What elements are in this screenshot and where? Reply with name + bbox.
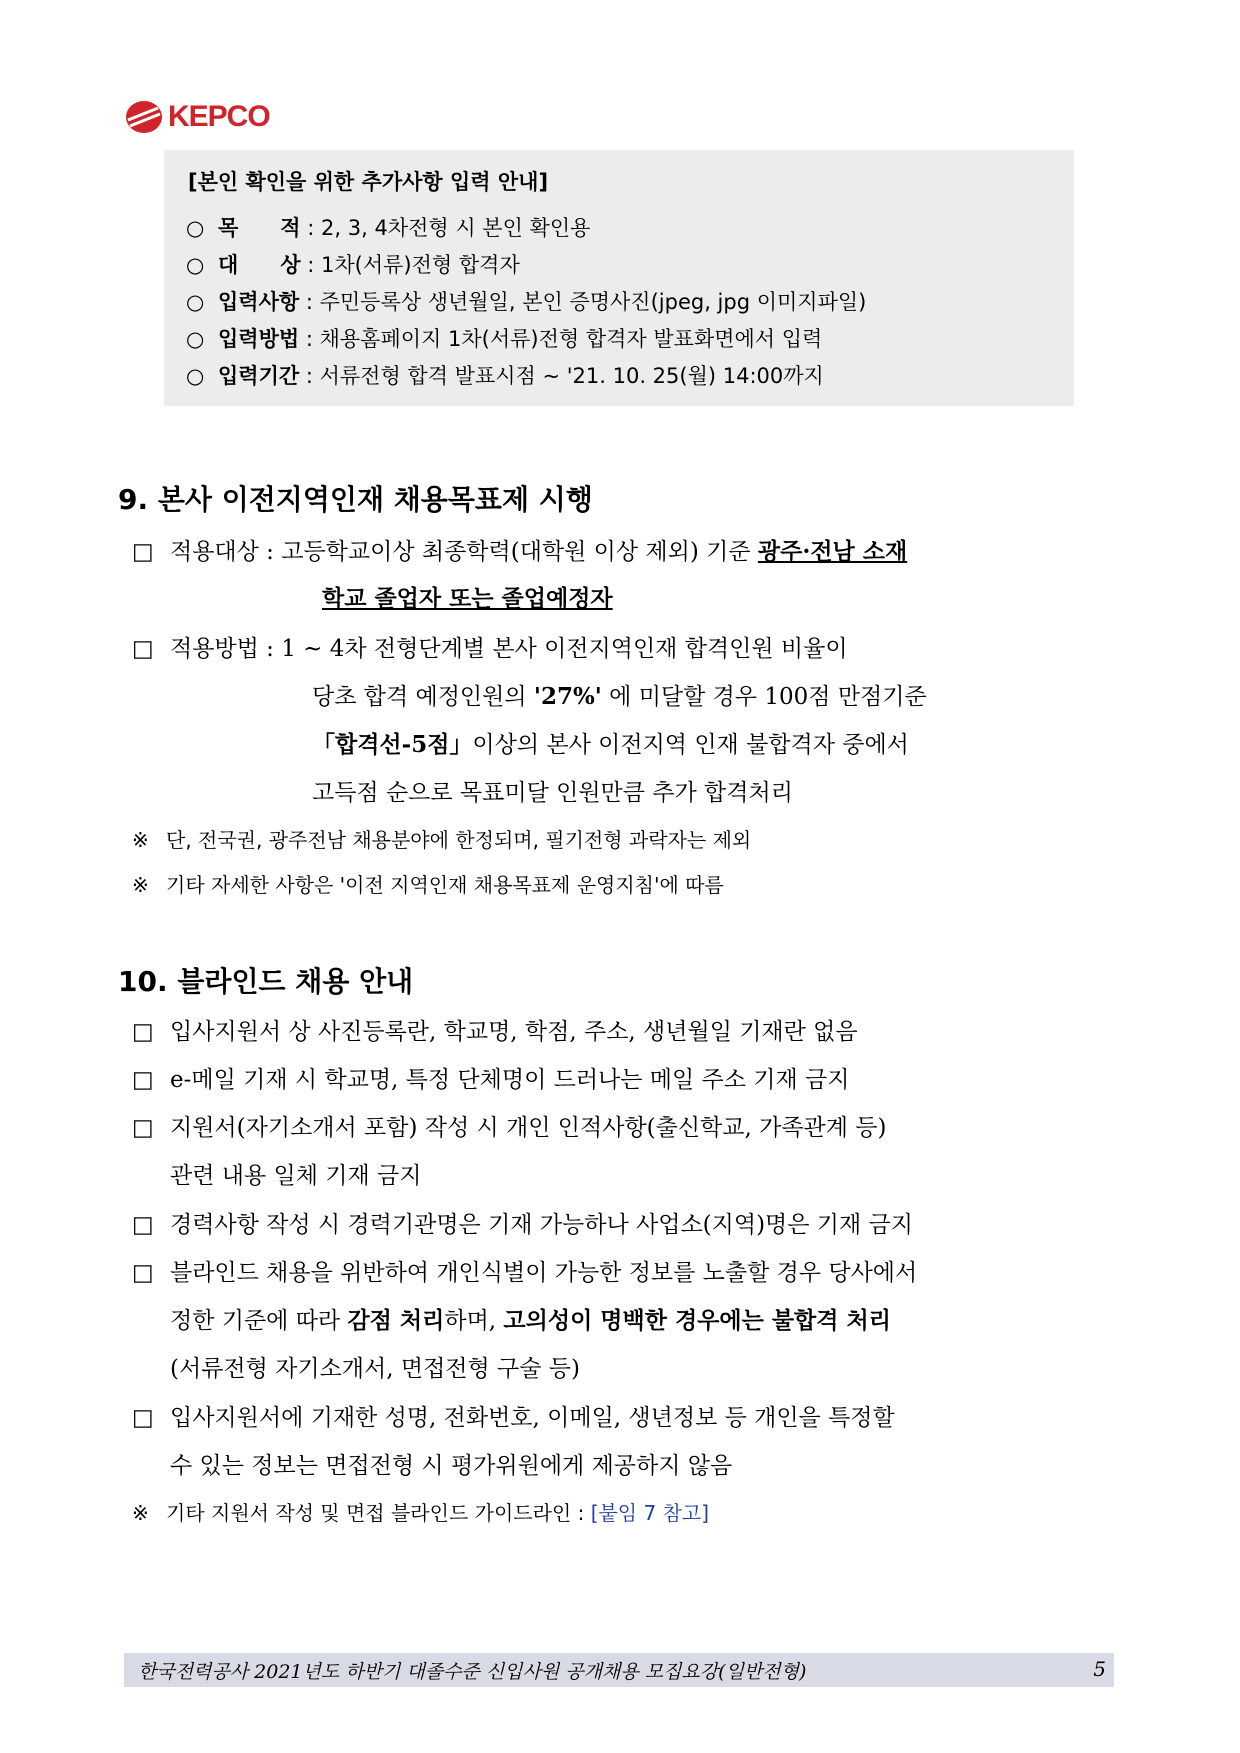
info-value: 주민등록상 생년월일, 본인 증명사진(jpeg, jpg 이미지파일) [319, 290, 867, 314]
method-text: 당초 합격 예정인원의 [312, 684, 534, 710]
checkbox-bullet: □ [132, 1260, 154, 1286]
section-10-item-1 [132, 1013, 858, 1046]
section-10-heading: 10. 블라인드 채용 안내 [118, 965, 414, 998]
info-row [186, 323, 822, 353]
checkbox-bullet: □ [132, 1019, 154, 1045]
note-mark: ※ [132, 873, 149, 897]
note-mark: ※ [132, 1501, 149, 1525]
info-sep: : [300, 253, 322, 277]
kepco-emblem-icon [124, 100, 164, 134]
method-label: 적용방법 : 1 ~ 4차 전형단계별 본사 이전지역인재 합격인원 비율이 [170, 636, 848, 662]
target-label: 적용대상 : 고등학교이상 최종학력(대학원 이상 제외) 기준 [170, 539, 758, 565]
appendix-reference: [붙임 7 참고] [590, 1501, 710, 1525]
checkbox-bullet: □ [132, 636, 154, 662]
section-9-target [132, 533, 907, 566]
section-9-note-1 [132, 824, 751, 853]
section-9-method-line3 [312, 726, 909, 759]
info-row [186, 249, 520, 279]
checkbox-bullet: □ [132, 1405, 154, 1431]
method-text: 에 미달할 경우 100점 만점기준 [601, 684, 927, 710]
section-10-item-3 [132, 1109, 887, 1142]
section-9-heading: 9. 본사 이전지역인재 채용목표제 시행 [118, 483, 593, 516]
info-value: 1차(서류)전형 합격자 [321, 253, 520, 277]
info-sep: : [299, 290, 320, 314]
checkbox-bullet: □ [132, 539, 154, 565]
item-text: 하며, [444, 1308, 504, 1334]
item-text: 입사지원서에 기재한 성명, 전화번호, 이메일, 생년정보 등 개인을 특정할 [170, 1405, 895, 1431]
circle-bullet: ○ [186, 290, 205, 314]
circle-bullet: ○ [186, 253, 205, 277]
checkbox-bullet: □ [132, 1212, 154, 1238]
note-mark: ※ [132, 828, 149, 852]
info-key: 입력방법 [218, 327, 300, 351]
section-10-note [132, 1497, 709, 1526]
note-text: 기타 자세한 사항은 '이전 지역인재 채용목표제 운영지침'에 따름 [166, 873, 724, 897]
item-text: 정한 기준에 따라 [170, 1308, 348, 1334]
section-10-item-6 [132, 1399, 895, 1432]
circle-bullet: ○ [186, 216, 205, 240]
info-key: 입력기간 [218, 364, 300, 388]
info-sep: : [299, 327, 320, 351]
item-text: 블라인드 채용을 위반하여 개인식별이 가능한 정보를 노출할 경우 당사에서 [170, 1260, 918, 1286]
info-value: 2, 3, 4차전형 시 본인 확인용 [321, 216, 591, 240]
circle-bullet: ○ [186, 364, 205, 388]
item-text: 경력사항 작성 시 경력기관명은 기재 가능하나 사업소(지역)명은 기재 금지 [170, 1212, 913, 1238]
info-key: 대 상 [218, 253, 301, 277]
circle-bullet: ○ [186, 327, 205, 351]
info-value: 채용홈페이지 1차(서류)전형 합격자 발표화면에서 입력 [319, 327, 823, 351]
info-row [186, 360, 824, 390]
section-10-item-5-cont2: (서류전형 자기소개서, 면접전형 구술 등) [170, 1356, 580, 1382]
info-key: 입력사항 [218, 290, 300, 314]
section-9-note-2 [132, 869, 724, 898]
item-text: 입사지원서 상 사진등록란, 학교명, 학점, 주소, 생년월일 기재란 없음 [170, 1019, 858, 1045]
section-10-item-5-cont [170, 1302, 891, 1335]
page-number: 5 [1093, 1657, 1106, 1681]
item-text: 지원서(자기소개서 포함) 작성 시 개인 인적사항(출신학교, 가족관계 등) [170, 1115, 887, 1141]
section-9-method-line2 [312, 678, 927, 711]
method-text: 이상의 본사 이전지역 인재 불합격자 중에서 [472, 732, 909, 758]
method-percent: '27%' [533, 683, 602, 710]
target-emphasis-2: 학교 졸업자 또는 졸업예정자 [322, 585, 613, 612]
penalty-emphasis: 감점 처리 [347, 1307, 445, 1334]
checkbox-bullet: □ [132, 1115, 154, 1141]
info-value: 서류전형 합격 발표시점 ~ '21. 10. 25(월) 14:00까지 [319, 364, 824, 388]
target-emphasis-1: 광주·전남 소재 [757, 538, 908, 565]
page-footer [124, 1653, 1114, 1687]
method-cutoff: 「합격선-5점」 [312, 731, 473, 758]
section-10-item-4 [132, 1206, 913, 1239]
section-10-item-2 [132, 1061, 849, 1094]
checkbox-bullet: □ [132, 1067, 154, 1093]
note-text: 기타 지원서 작성 및 면접 블라인드 가이드라인 : [166, 1501, 591, 1525]
section-9-method-line4: 고득점 순으로 목표미달 인원만큼 추가 합격처리 [312, 780, 793, 806]
section-10-item-5 [132, 1254, 917, 1287]
section-9-target-cont [322, 580, 613, 613]
section-9-method [132, 630, 848, 663]
reject-emphasis: 고의성이 명백한 경우에는 불합격 처리 [503, 1307, 891, 1334]
note-text: 단, 전국권, 광주전남 채용분야에 한정되며, 필기전형 과락자는 제외 [166, 828, 752, 852]
logo-text: KEPCO [168, 100, 270, 133]
footer-title: 한국전력공사 2021년도 하반기 대졸수준 신입사원 공개채용 모집요강(일반전형) [138, 1661, 807, 1683]
info-row [186, 286, 866, 316]
section-10-item-6-cont: 수 있는 정보는 면접전형 시 평가위원에게 제공하지 않음 [170, 1453, 733, 1479]
info-sep: : [299, 364, 320, 388]
kepco-logo [124, 100, 284, 134]
item-text: e-메일 기재 시 학교명, 특정 단체명이 드러나는 메일 주소 기재 금지 [170, 1067, 850, 1093]
info-box [164, 150, 1074, 406]
section-10-item-3-cont: 관련 내용 일체 기재 금지 [170, 1163, 422, 1189]
info-box-title: [본인 확인을 위한 추가사항 입력 안내] [188, 170, 549, 194]
info-sep: : [300, 216, 322, 240]
info-key: 목 적 [218, 216, 301, 240]
info-row [186, 212, 590, 242]
